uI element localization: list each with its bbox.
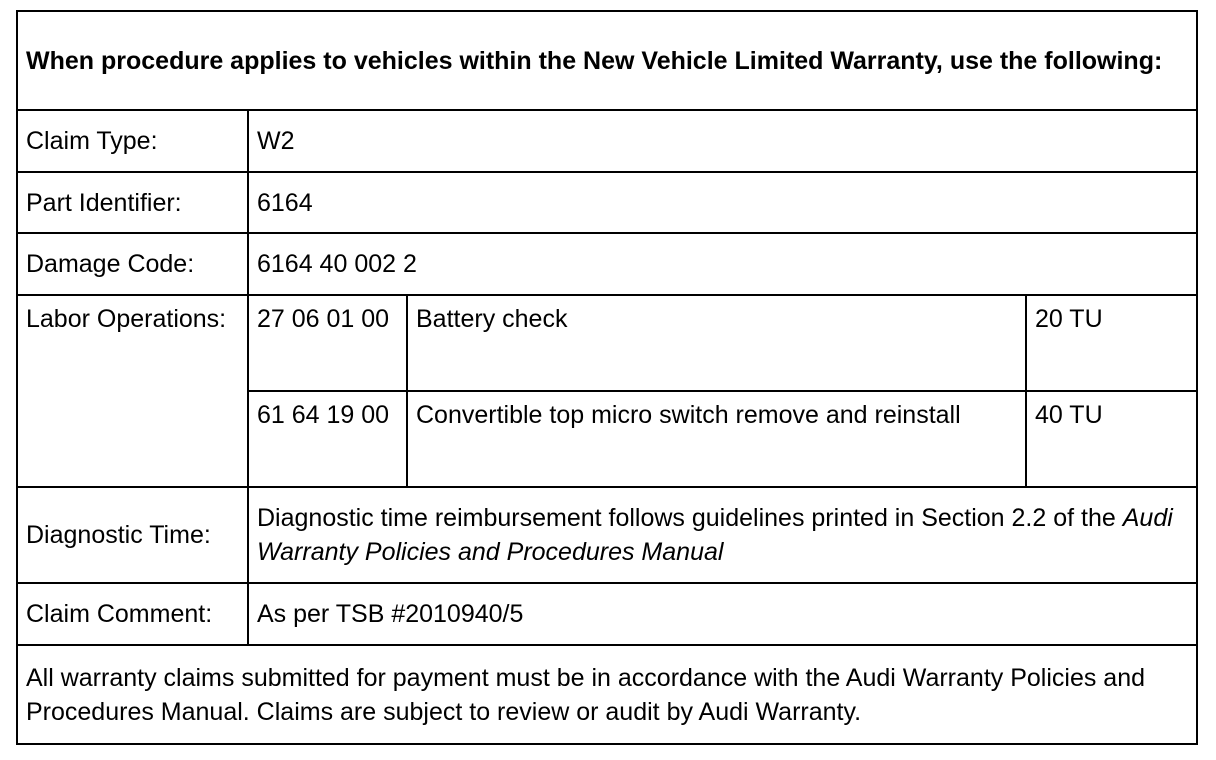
claim-comment-label: Claim Comment: <box>17 583 248 645</box>
labor-operation-time: 20 TU <box>1026 295 1197 391</box>
damage-code-value: 6164 40 002 2 <box>248 233 1197 295</box>
diagnostic-time-label: Diagnostic Time: <box>17 487 248 583</box>
claim-type-value: W2 <box>248 110 1197 172</box>
warranty-footer-note: All warranty claims submitted for payment must be in accordance with the Audi Warranty Policies and Procedures Manual. Claims are subject to review or audit by Audi Warranty. <box>17 645 1197 744</box>
labor-operation-description: Convertible top micro switch remove and reinstall <box>407 391 1026 487</box>
manual-title: Audi Warranty Policies and Procedures Manual <box>257 504 1173 566</box>
labor-operation-row <box>17 295 1197 391</box>
damage-code-row <box>17 233 1197 295</box>
claim-type-row <box>17 110 1197 172</box>
claim-comment-value: As per TSB #2010940/5 <box>248 583 1197 645</box>
labor-operation-description: Battery check <box>407 295 1026 391</box>
labor-operations-label: Labor Operations: <box>17 295 248 487</box>
labor-operation-code: 27 06 01 00 <box>248 295 407 391</box>
part-identifier-row <box>17 172 1197 233</box>
footer-row <box>17 645 1197 744</box>
damage-code-label: Damage Code: <box>17 233 248 295</box>
claim-type-label: Claim Type: <box>17 110 248 172</box>
diagnostic-time-value <box>248 487 1197 583</box>
warranty-header-text: When procedure applies to vehicles within the New Vehicle Limited Warranty, use the following: <box>26 46 1163 75</box>
header-row <box>17 11 1197 110</box>
labor-operation-time: 40 TU <box>1026 391 1197 487</box>
claim-comment-row <box>17 583 1197 645</box>
diagnostic-time-text: Diagnostic time reimbursement follows guidelines printed in Section 2.2 of the <box>257 504 1123 532</box>
warranty-header <box>17 11 1197 110</box>
part-identifier-label: Part Identifier: <box>17 172 248 233</box>
diagnostic-time-row <box>17 487 1197 583</box>
labor-operation-code: 61 64 19 00 <box>248 391 407 487</box>
part-identifier-value: 6164 <box>248 172 1197 233</box>
warranty-procedure-table <box>16 10 1198 745</box>
